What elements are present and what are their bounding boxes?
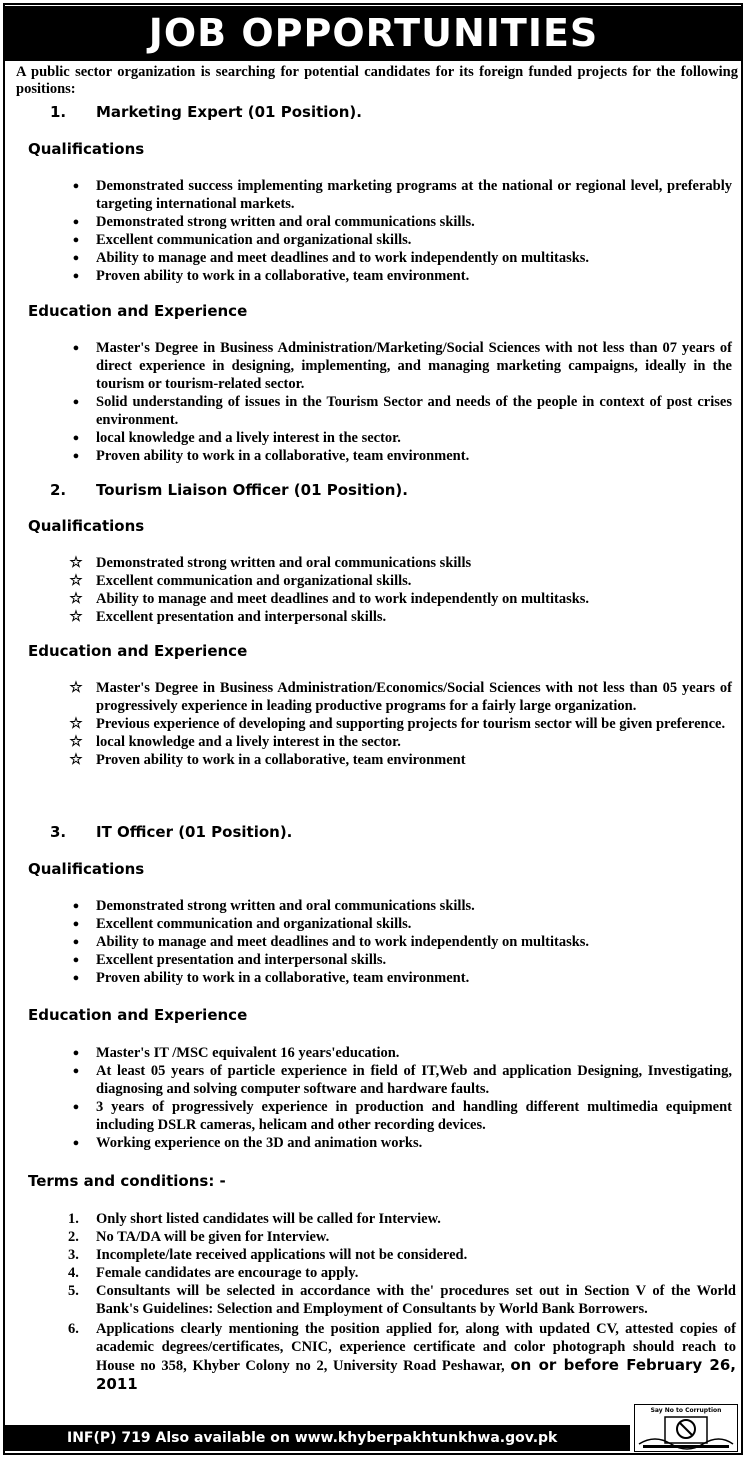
- list-item: ● Excellent communication and organizational skills.: [62, 915, 732, 933]
- position-3-title: IT Officer (01 Position).: [96, 823, 293, 841]
- list-item: ● Excellent presentation and interpersonal skills.: [62, 951, 732, 969]
- position-3-number: 3.: [50, 823, 67, 841]
- list-item: ☆ Proven ability to work in a collaborative, team environment: [62, 751, 732, 769]
- bullet-icon: ●: [72, 432, 80, 444]
- logo-caption: Say No to Corruption: [650, 1407, 722, 1414]
- position-3-qualifications-list: [62, 897, 732, 987]
- list-item: 1. Only short listed candidates will be called for Interview.: [68, 1211, 441, 1227]
- list-item: ● Demonstrated strong written and oral communications skills.: [62, 213, 732, 231]
- terms-heading: Terms and conditions: -: [28, 1172, 226, 1190]
- position-1-number: 1.: [50, 103, 67, 121]
- star-bullet-icon: ☆: [69, 591, 83, 607]
- bullet-icon: ●: [72, 1101, 80, 1113]
- list-item: ☆ Excellent communication and organizational skills.: [62, 572, 732, 590]
- bullet-icon: ●: [72, 936, 80, 948]
- bullet-icon: ●: [72, 900, 80, 912]
- bullet-icon: ●: [72, 918, 80, 930]
- star-bullet-icon: ☆: [69, 734, 83, 750]
- star-bullet-icon: ☆: [69, 609, 83, 625]
- list-item: ● 3 years of progressively experience in production and handling different multimedia equipment including DSLR cameras, helicam and other recording devices.: [62, 1098, 732, 1134]
- bullet-icon: ●: [72, 252, 80, 264]
- intro-text: A public sector organization is searching for potential candidates for its foreign funded projects for the following positions:: [16, 64, 738, 97]
- star-bullet-icon: ☆: [69, 716, 83, 732]
- list-item: ● local knowledge and a lively interest in the sector.: [62, 429, 732, 447]
- bullet-icon: ●: [72, 1065, 80, 1077]
- application-deadline: on or before February 26, 2011: [96, 1356, 736, 1393]
- position-1-education-heading: Education and Experience: [28, 302, 248, 320]
- bullet-icon: ●: [72, 180, 80, 192]
- list-item: ● Ability to manage and meet deadlines and to work independently on multitasks.: [62, 933, 732, 951]
- anti-corruption-logo: [634, 1404, 738, 1452]
- list-item: ☆ Previous experience of developing and supporting projects for tourism sector will be given preference.: [62, 715, 732, 733]
- position-1-education-list: [62, 339, 732, 465]
- list-item: ☆ Demonstrated strong written and oral communications skills: [62, 554, 732, 572]
- list-item: ● Ability to manage and meet deadlines and to work independently on multitasks.: [62, 249, 732, 267]
- list-item: ● Excellent communication and organizational skills.: [62, 231, 732, 249]
- list-item: ● Demonstrated success implementing marketing programs at the national or regional level, preferably targeting international markets.: [62, 177, 732, 213]
- star-bullet-icon: ☆: [69, 573, 83, 589]
- list-item: ● At least 05 years of particle experience in field of IT,Web and application Designing, Investigating, diagnosing and solving computer software and hardware faults.: [62, 1062, 732, 1098]
- position-3-education-heading: Education and Experience: [28, 1006, 248, 1024]
- bullet-icon: ●: [72, 342, 80, 354]
- page-title: JOB OPPORTUNITIES: [5, 6, 742, 61]
- position-2-qualifications-heading: Qualifications: [28, 517, 145, 535]
- list-item: 4. Female candidates are encourage to apply.: [68, 1265, 359, 1281]
- position-1-qualifications-list: [62, 177, 732, 285]
- list-item: ☆ Ability to manage and meet deadlines and to work independently on multitasks.: [62, 590, 732, 608]
- position-2-education-list: [62, 679, 732, 769]
- bullet-icon: ●: [72, 1137, 80, 1149]
- terms-list: [62, 1210, 736, 1394]
- position-3-qualifications-heading: Qualifications: [28, 860, 145, 878]
- star-bullet-icon: ☆: [69, 752, 83, 768]
- list-item: 5. Consultants will be selected in accordance with the' procedures set out in Section V of the World Bank's Guidelines: Selection and Employment of Consultants by World Bank Borrowers.: [68, 1283, 736, 1317]
- list-item: ● Proven ability to work in a collaborative, team environment.: [62, 267, 732, 285]
- list-item: 2. No TA/DA will be given for Interview.: [68, 1229, 330, 1245]
- position-3-education-list: [62, 1044, 732, 1152]
- list-item: ☆ local knowledge and a lively interest in the sector.: [62, 733, 732, 751]
- logo-emblem-icon: [635, 1414, 737, 1450]
- position-2-qualifications-list: [62, 554, 732, 626]
- bullet-icon: ●: [72, 396, 80, 408]
- list-item: ● Demonstrated strong written and oral communications skills.: [62, 897, 732, 915]
- list-item: ☆ Excellent presentation and interpersonal skills.: [62, 608, 732, 626]
- bullet-icon: ●: [72, 972, 80, 984]
- bullet-icon: ●: [72, 954, 80, 966]
- position-2-title: Tourism Liaison Officer (01 Position).: [96, 481, 408, 499]
- list-item: ● Solid understanding of issues in the Tourism Sector and needs of the people in context of post crises environment.: [62, 393, 732, 429]
- bullet-icon: ●: [72, 216, 80, 228]
- list-item: ● Working experience on the 3D and animation works.: [62, 1134, 732, 1152]
- bullet-icon: ●: [72, 234, 80, 246]
- list-item: ● Proven ability to work in a collaborative, team environment.: [62, 447, 732, 465]
- list-item: 6. Applications clearly mentioning the position applied for, along with updated CV, attested copies of academic degrees/certificates, CNIC, experience certificate and color photograph should reach to House no 358, Khyber Colony no 2, University Road Peshawar, on or before February 26, 2011: [68, 1321, 736, 1393]
- star-bullet-icon: ☆: [69, 555, 83, 571]
- list-item: ● Proven ability to work in a collaborative, team environment.: [62, 969, 732, 987]
- bullet-icon: ●: [72, 450, 80, 462]
- list-item: ● Master's Degree in Business Administration/Marketing/Social Sciences with not less than 07 years of direct experience in designing, implementing, and managing marketing campaigns, ideally in the tourism or tourism-related sector.: [62, 339, 732, 393]
- list-item: 3. Incomplete/late received applications will not be considered.: [68, 1247, 468, 1263]
- star-bullet-icon: ☆: [69, 680, 83, 696]
- list-item: ☆ Master's Degree in Business Administration/Economics/Social Sciences with not less than 05 years of progressively experience in leading productive programs for a fairly large organization.: [62, 679, 732, 715]
- position-2-education-heading: Education and Experience: [28, 642, 248, 660]
- footer-bar: INF(P) 719 Also available on www.khyberpakhtunkhwa.gov.pk: [5, 1425, 630, 1451]
- position-2-number: 2.: [50, 481, 67, 499]
- list-item: ● Master's IT /MSC equivalent 16 years'education.: [62, 1044, 732, 1062]
- bullet-icon: ●: [72, 1047, 80, 1059]
- bullet-icon: ●: [72, 270, 80, 282]
- position-1-title: Marketing Expert (01 Position).: [96, 103, 362, 121]
- position-1-qualifications-heading: Qualifications: [28, 140, 145, 158]
